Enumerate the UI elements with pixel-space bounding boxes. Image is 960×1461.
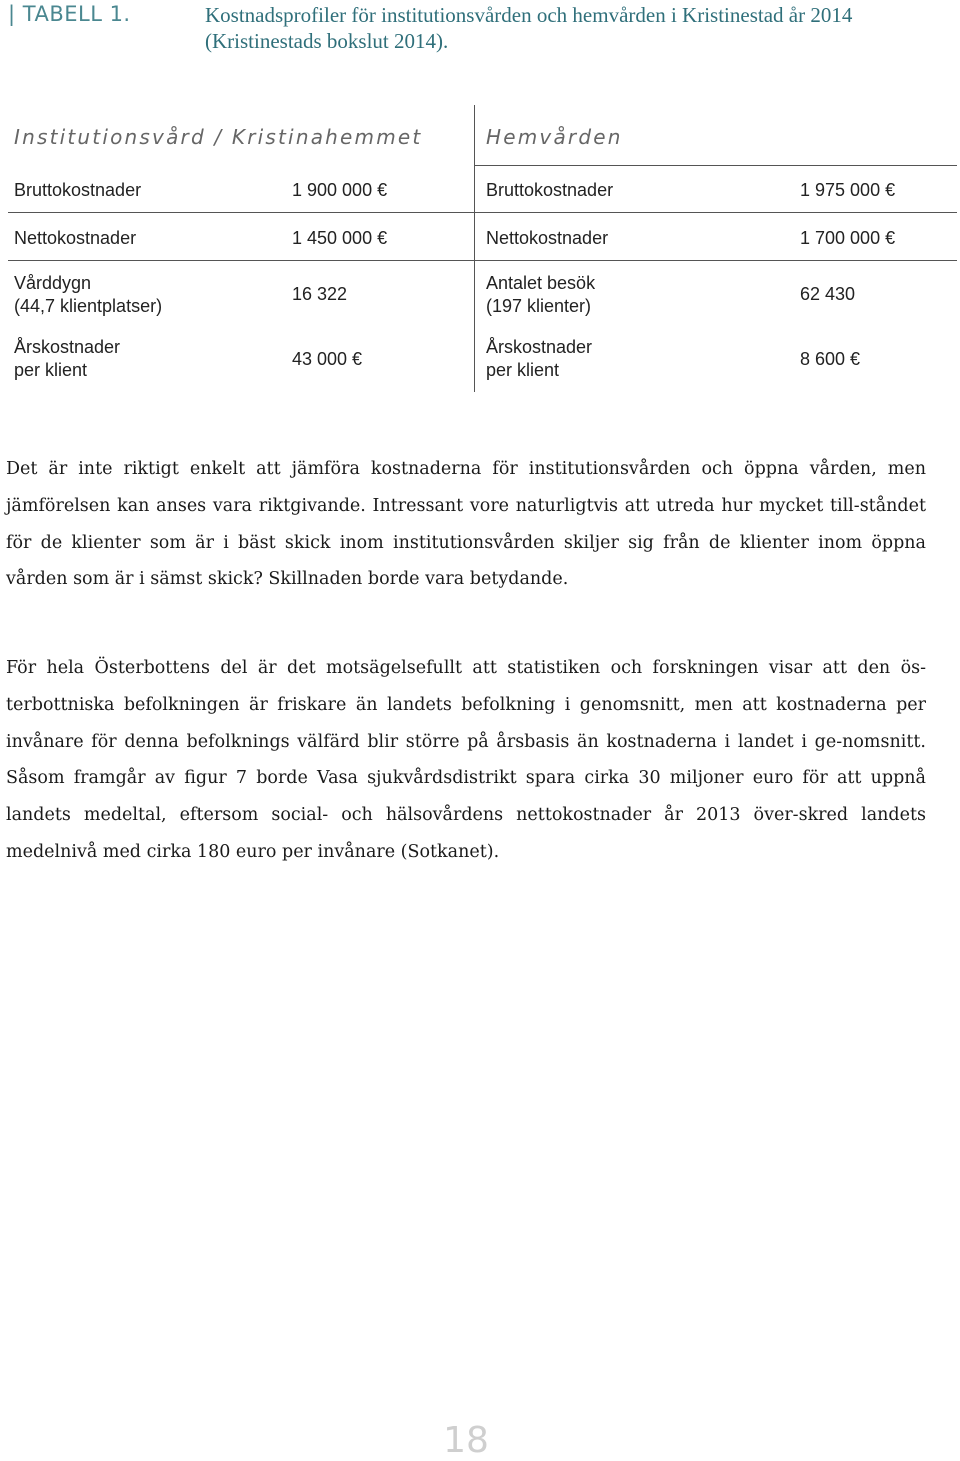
header-rule bbox=[475, 165, 957, 166]
body-paragraph: Det är inte riktigt enkelt att jämföra kostnaderna för institutionsvården och öppna vården, men jämförelsen kan anses vara riktgivande. Intressant vore naturligtvis att utreda hur mycket till-ståndet för de klienter som är i bäst skick inom institutionsvården skiljer sig från de klienter inom öppna vården som är i sämst skick? Skillnaden borde vara betydande. bbox=[6, 459, 926, 590]
table-cell-value: 62 430 bbox=[800, 284, 856, 304]
left-column-header: Institutionsvård / Kristinahemmet bbox=[14, 125, 423, 149]
table-cell-label: Nettokostnader bbox=[486, 228, 609, 248]
table-cell-sublabel: per klient bbox=[14, 360, 88, 380]
table-caption bbox=[0, 0, 960, 60]
table-cell-label: Bruttokostnader bbox=[14, 180, 142, 200]
table-cell-label: Nettokostnader bbox=[14, 228, 137, 248]
table-cell-sublabel: (44,7 klientplatser) bbox=[14, 296, 163, 316]
table-cell-value: 1 900 000 € bbox=[292, 180, 388, 200]
page-number: 18 bbox=[443, 1420, 489, 1461]
table-cell-label: Antalet besök bbox=[486, 273, 596, 293]
row-rule bbox=[8, 212, 957, 213]
table-cell-label: Årskostnader bbox=[486, 337, 593, 357]
table-cell-value: 43 000 € bbox=[292, 349, 363, 369]
table-cell-value: 1 700 000 € bbox=[800, 228, 896, 248]
table-cell-label: Årskostnader bbox=[14, 337, 121, 357]
table-tag: | TABELL 1. bbox=[8, 2, 131, 26]
table-cell-value: 1 450 000 € bbox=[292, 228, 388, 248]
table-cell-sublabel: per klient bbox=[486, 360, 560, 380]
right-column-header: Hemvården bbox=[486, 125, 623, 149]
caption-text: Kostnadsprofiler för institutionsvården och hemvården i Kristinestad år 2014 (Kristinestads bokslut 2014). bbox=[205, 3, 853, 53]
table-cell-sublabel: (197 klienter) bbox=[486, 296, 592, 316]
table-cell-label: Bruttokostnader bbox=[486, 180, 614, 200]
table-cell-value: 8 600 € bbox=[800, 349, 861, 369]
body-paragraph: För hela Österbottens del är det motsägelsefullt att statistiken och forskningen visar att den ös-terbottniska befolkningen är friskare än landets befolkning i genomsnitt, men att kostnaderna per invånare för denna befolknings välfärd blir större på årsbasis än kostnaderna i landet i ge-nomsnitt. Såsom framgår av figur 7 borde Vasa sjukvårdsdistrikt spara cirka 30 miljoner euro för att uppnå landets medeltal, eftersom social- och hälsovårdens nettokostnader år 2013 över-skred landets medelnivå med cirka 180 euro per invånare (Sotkanet). bbox=[6, 658, 926, 862]
row-rule bbox=[8, 260, 957, 261]
table-cell-value: 16 322 bbox=[292, 284, 348, 304]
column-divider bbox=[474, 105, 475, 392]
table-cell-label: Vårddygn bbox=[14, 273, 92, 293]
table-cell-value: 1 975 000 € bbox=[800, 180, 896, 200]
cost-profile-table bbox=[0, 105, 960, 395]
